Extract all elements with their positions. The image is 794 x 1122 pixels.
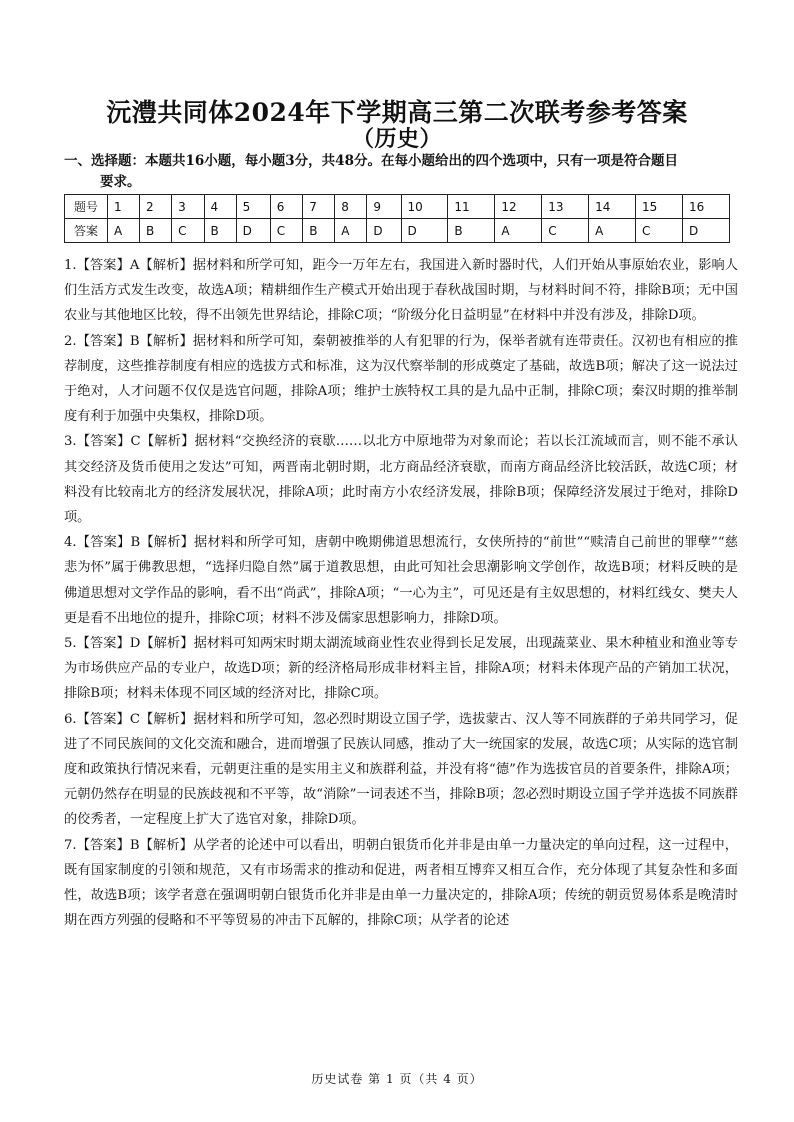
answer-cell: D [236,219,270,243]
question-number-cell: 15 [636,195,683,219]
question-number-cell: 16 [682,195,729,219]
explanation-paragraph: 7.【答案】B【解析】从学者的论述中可以看出，明朝白银货币化并非是由单一力量决定的单向过程，这一过程中，既有国家制度的引领和规范，又有市场需求的推动和促进，两者相互博弈又相互合作，充分体现了其复杂性和多面性，故选B项；该学者意在强调明朝白银货币化并非是由单一力量决定的，排除A项；传统的朝贡贸易体系是晚清时期在西方列强的侵略和不平等贸易的冲击下瓦解的，排除C项；从学者的论述 [64,837,738,929]
question-number-cell: 8 [335,195,367,219]
question-number-cell: 7 [303,195,335,219]
question-number-cell: 14 [589,195,636,219]
explanation-paragraph: 2.【答案】B【解析】据材料和所学可知，秦朝被推举的人有犯罪的行为，保举者就有连带责任。汉初也有相应的推荐制度，这些推荐制度有相应的选拔方式和标准，这为汉代察举制的形成奠定了基础，故选B项；解决了这一说法过于绝对，人才问题不仅仅是选官问题，排除A项；维护士族特权工具的是九品中正制，排除C项；秦汉时期的推举制度有利于加强中央集权，排除D项。 [64,333,738,425]
answer-cell: B [448,219,495,243]
answer-cell: A [589,219,636,243]
explanation-paragraph: 5.【答案】D【解析】据材料可知两宋时期太湖流域商业性农业得到长足发展，出现蔬菜业、果木种植业和渔业等专为市场供应产品的专业户，故选D项；新的经济格局形成非材料主旨，排除A项；材料未体现产品的产销加工状况，排除B项；材料未体现不同区域的经济对比，排除C项。 [64,636,738,702]
answer-cell: A [335,219,367,243]
question-number-cell: 1 [108,195,140,219]
answer-cell: B [140,219,172,243]
answer-cell: D [367,219,401,243]
explanation-paragraph: 4.【答案】B【解析】据材料和所学可知，唐朝中晚期佛道思想流行，女侠所持的“前世”“赎清自己前世的罪孽”“慈悲为怀”属于佛教思想，“选择归隐自然”属于道教思想，由此可知社会思潮影响文学创作，故选B项；材料反映的是佛道思想对文学作品的影响，看不出“尚武”，排除A项；“一心为主”，可见还是有主奴思想的，材料红线女、樊夫人更是看不出地位的提升，排除C项；材料不涉及儒家思想影响力，排除D项。 [64,535,738,626]
answer-cell: C [270,219,302,243]
section-heading-line-1: 一、选择题：本题共16小题，每小题3分，共48分。在每小题给出的四个选项中，只有一项是符合题目 [64,153,678,169]
question-number-cell: 11 [448,195,495,219]
answer-cell: A [495,219,542,243]
row-label-answer: 答案 [65,219,108,243]
document-title: 沅澧共同体2024年下学期高三第二次联考参考答案 [106,98,688,127]
row-label-number: 题号 [65,195,108,219]
question-number-cell: 2 [140,195,172,219]
answer-cell: A [108,219,140,243]
answer-cell: D [682,219,729,243]
question-number-cell: 4 [204,195,236,219]
answer-table-row-numbers [65,195,730,219]
answer-cell: D [401,219,448,243]
explanations [64,253,738,933]
explanation-paragraph: 3.【答案】C【解析】据材料“交换经济的衰歇……以北方中原地带为对象而论；若以长江流域而言，则不能不承认其交经济及货币使用之发达”可知，两晋南北朝时期，北方商品经济衰歇，而南方商品经济比较活跃，故选C项；材料没有比较南北方的经济发展状况，排除A项；此时南方小农经济发展，排除B项；保障经济发展过于绝对，排除D项。 [64,434,738,526]
page-footer: 历史试卷 第 1 页（共 4 页） [311,1072,483,1086]
answer-table-row-answers [65,219,730,243]
question-number-cell: 3 [172,195,204,219]
document-subtitle: （历史） [351,126,442,152]
answer-cell: B [303,219,335,243]
explanation-paragraph: 6.【答案】C【解析】据材料和所学可知，忽必烈时期设立国子学，选拔蒙古、汉人等不同族群的子弟共同学习，促进了不同民族间的文化交流和融合，进而增强了民族认同感，推动了大一统国家的发展，故选C项；从实际的选官制度和政策执行情况来看，元朝更注重的是实用主义和族群利益，并没有将“德”作为选拔官员的首要条件，排除A项；元朝仍然存在明显的民族歧视和不平等，故“消除”一词表述不当，排除B项；忽必烈时期设立国子学并选拔不同族群的佼秀者，一定程度上扩大了选官对象，排除D项。 [64,711,738,828]
answer-cell: B [204,219,236,243]
question-number-cell: 13 [542,195,589,219]
answer-cell: C [172,219,204,243]
question-number-cell: 12 [495,195,542,219]
question-number-cell: 6 [270,195,302,219]
answer-table [64,194,730,243]
section-heading [64,151,736,193]
answer-cell: C [542,219,589,243]
explanation-paragraph: 1.【答案】A【解析】据材料和所学可知，距今一万年左右，我国进入新时器时代，人们开始从事原始农业，影响人们生活方式发生改变，故选A项；精耕细作生产模式开始出现于春秋战国时期，与材料时间不符，排除B项；无中国农业与其他地区比较，得不出领先世界结论，排除C项；“阶级分化日益明显”在材料中并没有涉及，排除D项。 [64,258,738,324]
question-number-cell: 5 [236,195,270,219]
question-number-cell: 9 [367,195,401,219]
section-heading-line-2: 要求。 [100,174,141,190]
question-number-cell: 10 [401,195,448,219]
answer-cell: C [636,219,683,243]
